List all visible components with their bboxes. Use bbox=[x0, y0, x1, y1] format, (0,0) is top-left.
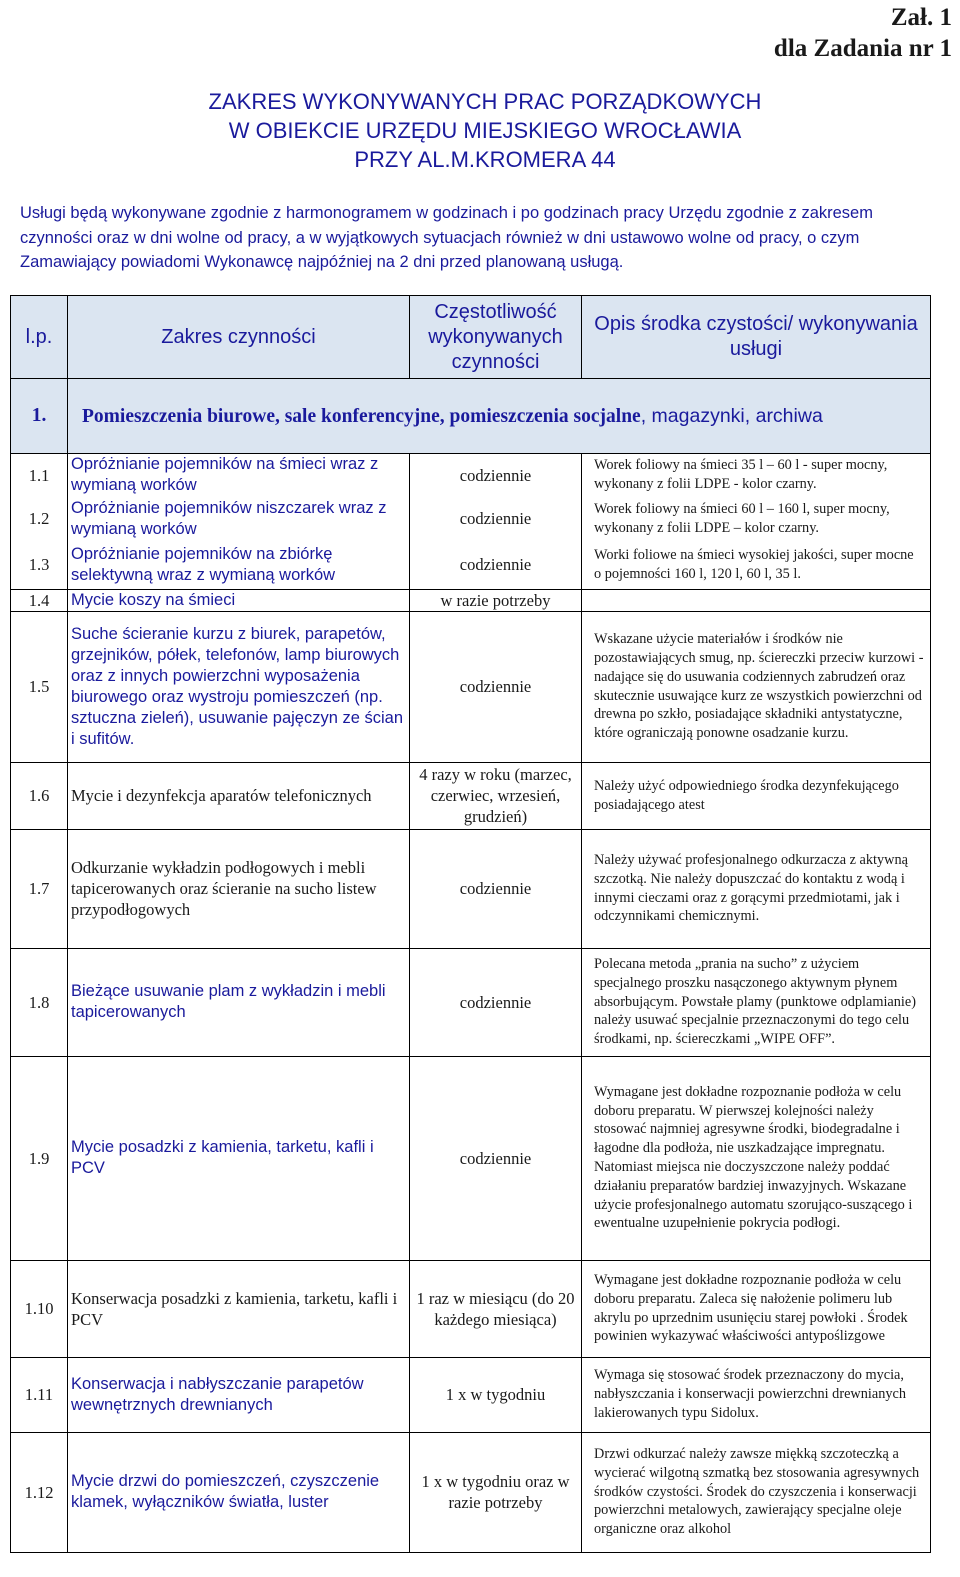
row-scope: Konserwacja posadzki z kamienia, tarketu, kafli i PCV bbox=[68, 1260, 410, 1357]
row-description: Wskazane użycie materiałów i środków nie pozostawiających smug, np. ściereczki przeciw kurzowi - nadające się do usuwania codziennych zabrudzeń oraz skutecznie usuwające kurz ze wszystkich powierzchni od drewna po szkło, posiadające składniki antystatyczne, które ograniczają ponowne osadzanie kurzu. bbox=[582, 611, 931, 762]
row-frequency: codziennie bbox=[410, 496, 582, 541]
document-title bbox=[0, 87, 960, 174]
table-row bbox=[11, 1357, 931, 1432]
row-frequency: codziennie bbox=[410, 611, 582, 762]
table-row bbox=[11, 762, 931, 829]
row-scope: Opróżnianie pojemników niszczarek wraz z wymianą worków bbox=[68, 496, 410, 541]
row-number: 1.5 bbox=[11, 611, 68, 762]
row-description: Wymaga się stosować środek przeznaczony do mycia, nabłyszczania i konserwacji powierzchni drewnianych lakierowanych typu Sidolux. bbox=[582, 1357, 931, 1432]
row-description: Wymagane jest dokładne rozpoznanie podłoża w celu doboru preparatu. W pierwszej kolejności należy stosować najmniej agresywne środki, biodegradalne i łagodne dla podłoża, nie uszkadzające impregnatu. Natomiast miejsca nie doczyszczone należy poddać działaniu preparatów bardziej inwazyjnych. Wskazane użycie profesjonalnego automatu szorująco-suszącego i ewentualne uzupełnienie pokrycia podłogi. bbox=[582, 1056, 931, 1260]
section-title-bold: Pomieszczenia biurowe, sale konferencyjne, pomieszczenia socjalne bbox=[82, 405, 641, 427]
row-number: 1.9 bbox=[11, 1056, 68, 1260]
row-number: 1.2 bbox=[11, 496, 68, 541]
row-description: Worek foliowy na śmieci 60 l – 160 l, super mocny, wykonany z folii LDPE – kolor czarny. bbox=[582, 496, 931, 541]
row-frequency: codziennie bbox=[410, 1056, 582, 1260]
section-title bbox=[68, 379, 931, 454]
row-description: Polecana metoda „prania na sucho” z użyciem specjalnego proszku nasączonego aktywnym płynem absorbującym. Powstałe plamy (punktowe odplamianie) należy usuwać specjalnie przeznaczonymi do tego celu środkami, np. ściereczkami „WIPE OFF”. bbox=[582, 948, 931, 1056]
header-frequency: Częstotliwość wykonywanych czynności bbox=[410, 296, 582, 379]
table-row bbox=[11, 541, 931, 589]
row-description bbox=[582, 589, 931, 611]
row-scope: Mycie posadzki z kamienia, tarketu, kafli i PCV bbox=[68, 1056, 410, 1260]
row-description: Wymagane jest dokładne rozpoznanie podłoża w celu doboru preparatu. Zaleca się nałożenie polimeru lub akrylu po uprzednim usunięciu starej powłoki . Środek powinien wykazywać właściwości antypoślizgowe bbox=[582, 1260, 931, 1357]
scope-table bbox=[10, 295, 931, 1553]
row-description: Drzwi odkurzać należy zawsze miękką szczoteczką a wycierać wilgotną szmatką bez stosowania agresywnych środków czystości. Środek do czyszczenia i konserwacji powierzchni metalowych, zawierający specjalne oleje organiczne oraz alkohol bbox=[582, 1432, 931, 1552]
header-scope: Zakres czynności bbox=[68, 296, 410, 379]
section-row bbox=[11, 379, 931, 454]
row-scope: Mycie i dezynfekcja aparatów telefonicznych bbox=[68, 762, 410, 829]
row-number: 1.10 bbox=[11, 1260, 68, 1357]
row-number: 1.4 bbox=[11, 589, 68, 611]
row-number: 1.1 bbox=[11, 454, 68, 497]
table-row bbox=[11, 829, 931, 948]
intro-paragraph: Usługi będą wykonywane zgodnie z harmonogramem w godzinach i po godzinach pracy Urzędu zgodnie z zakresem czynności oraz w dni wolne od pracy, a w wyjątkowych sytuacjach również w dni ustawowo wolne od pracy, o czym Zamawiający powiadomi Wykonawcę najpóźniej na 2 dni przed planowaną usługą. bbox=[20, 204, 873, 271]
row-scope: Suche ścieranie kurzu z biurek, parapetów, grzejników, półek, telefonów, lamp biurowych oraz z innych powierzchni wyposażenia biurowego oraz wystroju pomieszczeń (np. sztuczna zieleń), usuwanie pajęczyn ze ścian i sufitów. bbox=[68, 611, 410, 762]
table-row bbox=[11, 454, 931, 497]
attachment-label bbox=[774, 2, 952, 64]
table-row bbox=[11, 1260, 931, 1357]
row-description: Należy używać profesjonalnego odkurzacza z aktywną szczotką. Nie należy dopuszczać do kontaktu z wodą i innymi cieczami oraz z gorącymi przedmiotami, jak i odczynnikami chemicznymi. bbox=[582, 829, 931, 948]
attachment-number: Zał. 1 bbox=[890, 4, 952, 31]
header-description: Opis środka czystości/ wykonywania usługi bbox=[582, 296, 931, 379]
row-frequency: 1 x w tygodniu bbox=[410, 1357, 582, 1432]
row-frequency: codziennie bbox=[410, 454, 582, 497]
table-row bbox=[11, 611, 931, 762]
table-row bbox=[11, 1056, 931, 1260]
row-number: 1.11 bbox=[11, 1357, 68, 1432]
title-line-3: PRZY AL.M.KROMERA 44 bbox=[354, 147, 616, 172]
row-frequency: 4 razy w roku (marzec, czerwiec, wrzesień, grudzień) bbox=[410, 762, 582, 829]
table-row bbox=[11, 589, 931, 611]
table-row bbox=[11, 496, 931, 541]
row-description: Worek foliowy na śmieci 35 l – 60 l - super mocny, wykonany z folii LDPE - kolor czarny. bbox=[582, 454, 931, 497]
table-header-row bbox=[11, 296, 931, 379]
row-frequency: 1 raz w miesiącu (do 20 każdego miesiąca) bbox=[410, 1260, 582, 1357]
section-title-rest: , magazynki, archiwa bbox=[640, 404, 823, 427]
row-number: 1.12 bbox=[11, 1432, 68, 1552]
row-number: 1.3 bbox=[11, 541, 68, 589]
row-scope: Konserwacja i nabłyszczanie parapetów wewnętrznych drewnianych bbox=[68, 1357, 410, 1432]
row-frequency: codziennie bbox=[410, 541, 582, 589]
attachment-task: dla Zadania nr 1 bbox=[773, 35, 952, 62]
header-lp: l.p. bbox=[11, 296, 68, 379]
row-scope: Mycie koszy na śmieci bbox=[68, 589, 410, 611]
row-scope: Odkurzanie wykładzin podłogowych i mebli tapicerowanych oraz ścieranie na sucho listew przypodłogowych bbox=[68, 829, 410, 948]
row-frequency: codziennie bbox=[410, 829, 582, 948]
row-number: 1.8 bbox=[11, 948, 68, 1056]
title-line-1: ZAKRES WYKONYWANYCH PRAC PORZĄDKOWYCH bbox=[208, 89, 762, 114]
row-scope: Mycie drzwi do pomieszczeń, czyszczenie klamek, wyłączników światła, luster bbox=[68, 1432, 410, 1552]
row-scope: Opróżnianie pojemników na zbiórkę selektywną wraz z wymianą worków bbox=[68, 541, 410, 589]
row-description: Worki foliowe na śmieci wysokiej jakości, super mocne o pojemności 160 l, 120 l, 60 l, 35 l. bbox=[582, 541, 931, 589]
section-number: 1. bbox=[11, 379, 68, 454]
row-number: 1.6 bbox=[11, 762, 68, 829]
row-frequency: w razie potrzeby bbox=[410, 589, 582, 611]
row-number: 1.7 bbox=[11, 829, 68, 948]
row-scope: Opróżnianie pojemników na śmieci wraz z wymianą worków bbox=[68, 454, 410, 497]
row-frequency: 1 x w tygodniu oraz w razie potrzeby bbox=[410, 1432, 582, 1552]
row-scope: Bieżące usuwanie plam z wykładzin i mebli tapicerowanych bbox=[68, 948, 410, 1056]
table-row bbox=[11, 948, 931, 1056]
row-description: Należy użyć odpowiedniego środka dezynfekującego posiadającego atest bbox=[582, 762, 931, 829]
row-frequency: codziennie bbox=[410, 948, 582, 1056]
title-line-2: W OBIEKCIE URZĘDU MIEJSKIEGO WROCŁAWIA bbox=[228, 118, 742, 143]
table-row bbox=[11, 1432, 931, 1552]
